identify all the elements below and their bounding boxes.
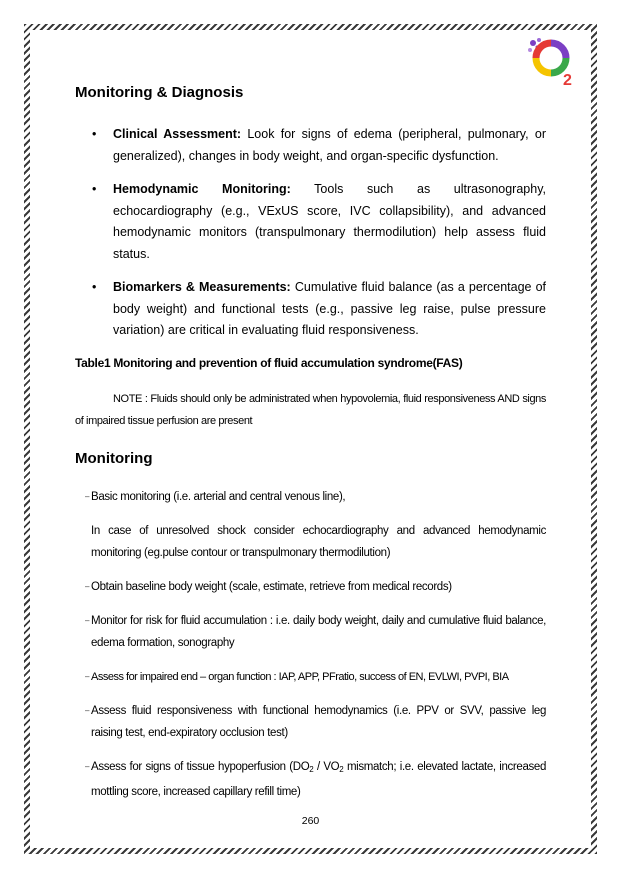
bullet-term: Clinical Assessment:	[113, 127, 242, 141]
monitoring-item	[75, 576, 546, 598]
subscript: 2	[339, 764, 344, 774]
note-text: NOTE : Fluids should only be administrated when hypovolemia, fluid responsiveness AND signs of impaired tissue perfusion are present	[75, 392, 546, 427]
monitoring-item-text-a: Assess for signs of tissue hypoperfusion (DO	[91, 760, 310, 773]
monitoring-item	[75, 700, 546, 744]
dash-bullet-icon: –	[85, 581, 90, 591]
monitoring-item-text: Obtain baseline body weight (scale, estimate, retrieve from medical records)	[91, 580, 452, 593]
bullet-hemodynamic-monitoring	[75, 179, 546, 265]
monitoring-item-text: Assess for impaired end – organ function : IAP, APP, PFratio, success of EN, EVLWI, PVPI, BIA	[91, 670, 509, 683]
o2-logo	[525, 37, 577, 87]
bullet-biomarkers	[75, 277, 546, 342]
page-content	[75, 82, 546, 815]
bullet-dot-icon: •	[92, 182, 97, 196]
subscript: 2	[309, 764, 314, 774]
monitoring-item-text: Basic monitoring (i.e. arterial and central venous line),	[91, 490, 346, 503]
table-caption: Table1 Monitoring and prevention of fluid accumulation syndrome(FAS)	[75, 355, 463, 370]
bullet-text: Tools such as ultrasonography, echocardiography (e.g., VExUS score, IVC collapsibility), and advanced hemodynamic monitors (transpulmonary thermodilution) help assess fluid status.	[113, 182, 546, 261]
bullet-clinical-assessment	[75, 124, 546, 167]
monitoring-heading: Monitoring	[75, 449, 153, 467]
bullet-dot-icon: •	[92, 127, 97, 141]
monitoring-item	[75, 666, 546, 688]
bullet-term: Hemodynamic Monitoring:	[113, 182, 291, 196]
dash-bullet-icon: –	[85, 491, 90, 501]
dash-bullet-icon: –	[85, 761, 90, 771]
bullet-text: Look for signs of edema (peripheral, pulmonary, or generalized), changes in body weight, and organ-specific dysfunction.	[113, 127, 546, 163]
monitoring-item-text-b: / VO	[313, 760, 340, 773]
monitoring-item	[75, 756, 546, 803]
section-heading: Monitoring & Diagnosis	[75, 84, 244, 101]
monitoring-item	[75, 520, 546, 564]
monitoring-item-text: Monitor for risk for fluid accumulation : i.e. daily body weight, daily and cumulative fluid balance, edema formation, sonography	[91, 614, 546, 649]
monitoring-item-text: In case of unresolved shock consider echocardiography and advanced hemodynamic monitoring (eg.pulse contour or transpulmonary thermodilution)	[91, 524, 546, 559]
monitoring-item-text: Assess fluid responsiveness with functional hemodynamics (i.e. PPV or SVV, passive leg raising test, end-expiratory occlusion test)	[91, 704, 546, 739]
bullet-dot-icon: •	[92, 280, 97, 294]
dash-bullet-icon: –	[85, 705, 90, 715]
monitoring-item	[75, 486, 546, 508]
bullet-text: Cumulative fluid balance (as a percentage of body weight) and functional tests (e.g., passive leg raise, pulse pressure variation) are critical in evaluating fluid responsiveness.	[113, 280, 547, 337]
dash-bullet-icon: –	[85, 671, 89, 681]
monitoring-item	[75, 610, 546, 654]
monitoring-item-text-c: mismatch; i.e. elevated lactate, increased mottling score, increased capillary refill time)	[91, 760, 547, 798]
page-number: 260	[301, 815, 320, 827]
svg-text:2: 2	[563, 72, 572, 87]
bullet-term: Biomarkers & Measurements:	[113, 280, 291, 294]
dash-bullet-icon: –	[85, 615, 90, 625]
bullet-list	[75, 124, 546, 342]
